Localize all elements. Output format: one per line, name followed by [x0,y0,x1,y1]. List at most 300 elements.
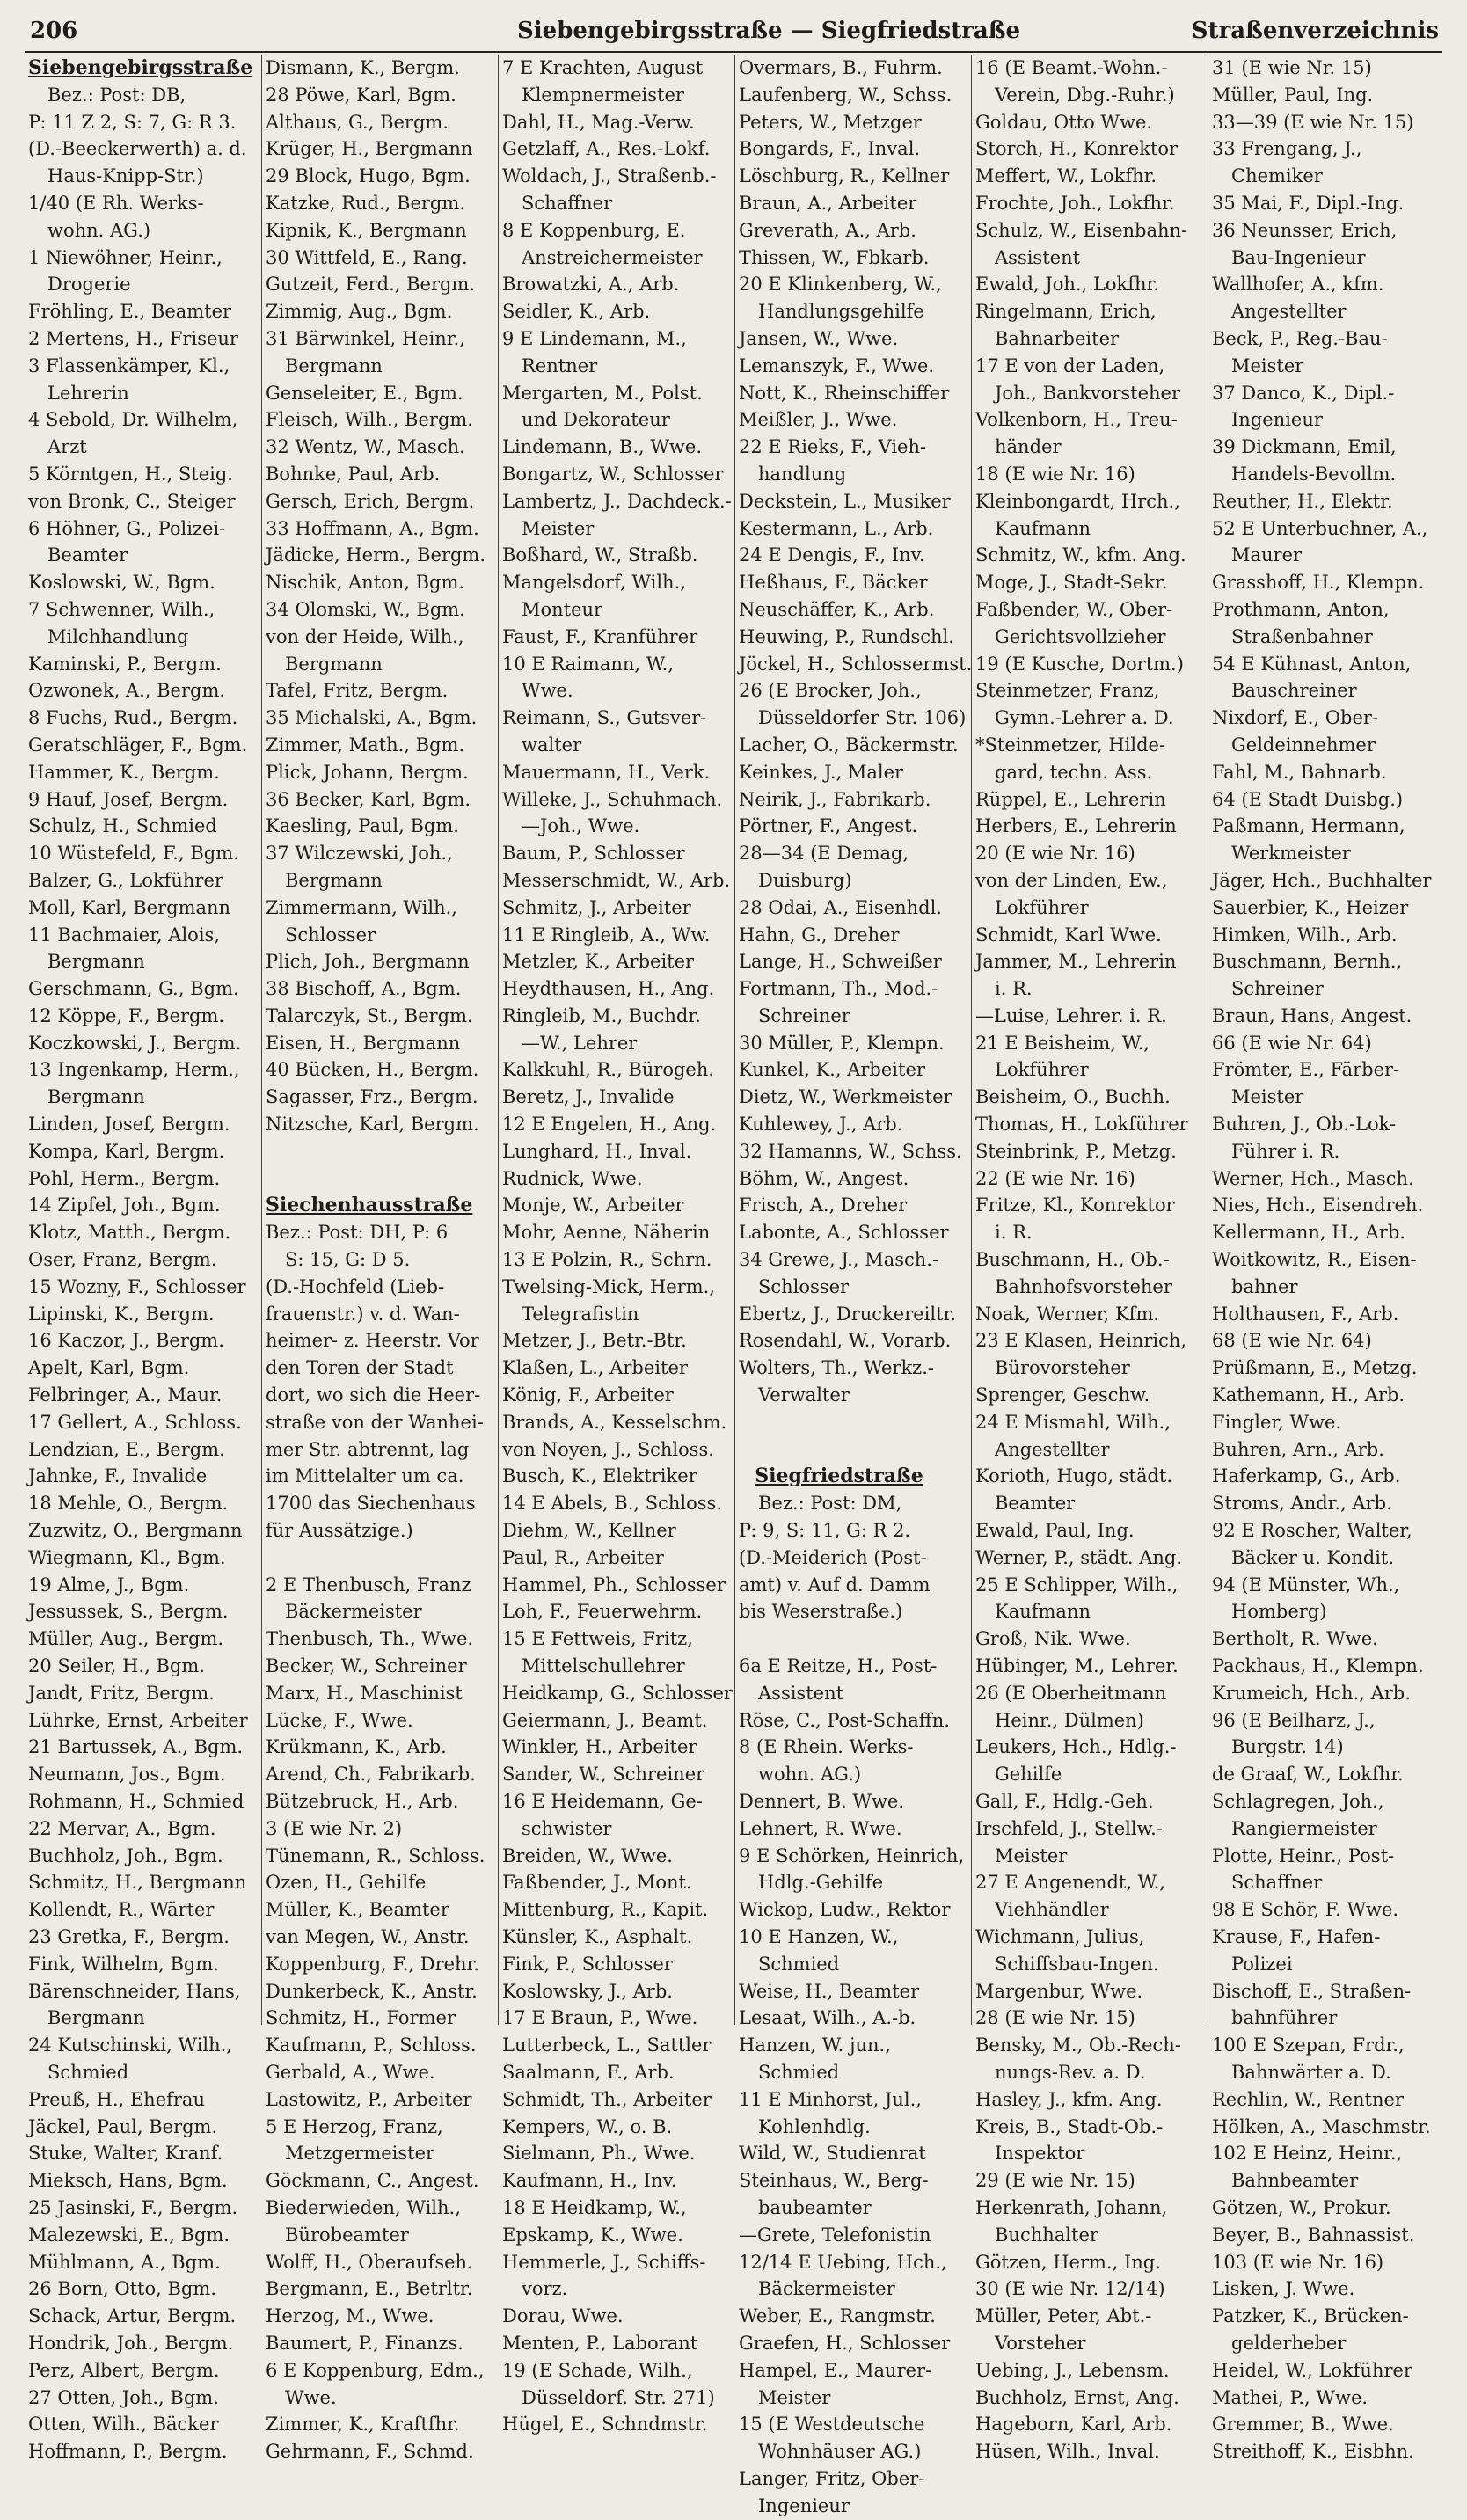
directory-entry-line: Klotz, Matth., Bergm. [28,1222,231,1244]
directory-entry-line: Tafel, Fritz, Bergm. [266,680,449,702]
directory-entry-line: *Steinmetzer, Hilde- [975,734,1166,756]
directory-entry-line: 22 E Rieks, F., Vieh- [739,436,927,458]
directory-entry-line: 1 Niewöhner, Heinr., [28,246,223,268]
directory-entry-line: Storch, H., Konrektor [975,138,1179,160]
directory-entry-line: 30 Wittfeld, E., Rang. [266,246,468,268]
directory-entry-line: 102 E Heinz, Heinr., [1212,2143,1403,2165]
directory-entry-line: Ebertz, J., Druckereiltr. [739,1303,956,1325]
directory-entry-line: 96 (E Beilharz, J., [1212,1709,1376,1731]
directory-entry-line: 2 E Thenbusch, Franz [266,1574,471,1596]
directory-entry-line: 28 Pöwe, Karl, Bgm. [266,84,456,106]
directory-entry-line: Herkenrath, Johann, [975,2196,1168,2218]
directory-entry-line: 29 Block, Hugo, Bgm. [266,165,471,187]
directory-entry-line: Haferkamp, G., Arb. [1212,1465,1401,1487]
directory-entry-line: Meister [995,1844,1068,1866]
directory-entry-line: Jansen, W., Wwe. [739,327,899,349]
directory-entry-line: Schack, Artur, Bergm. [28,2305,237,2327]
directory-entry-line: Lindemann, B., Wwe. [502,436,703,458]
directory-entry-line: Buschmann, H., Ob.- [975,1249,1170,1271]
directory-entry-line: 16 Kaczor, J., Bergm. [28,1330,224,1352]
directory-entry-line: Beyer, B., Bahnassist. [1212,2224,1415,2246]
directory-entry-line: Metzer, J., Betr.-Btr. [502,1330,687,1352]
directory-entry-line: Keinkes, J., Maler [739,761,904,783]
directory-entry-line: Mieksch, Hans, Bgm. [28,2170,228,2192]
directory-entry-line: Gymn.-Lehrer a. D. [995,707,1174,729]
directory-entry-line: Jäger, Hch., Buchhalter [1212,869,1432,891]
directory-entry-line: Oser, Franz, Bergm. [28,1249,217,1271]
directory-entry-line: 34 Grewe, J., Masch.- [739,1249,939,1271]
column-1 [25,55,253,2463]
directory-entry-line: Zimmer, K., Kraftfhr. [266,2414,460,2436]
directory-entry-line: 28 Odai, A., Eisenhdl. [739,896,942,918]
directory-entry-line: Bergmann [47,951,145,973]
directory-entry-line: Schaffner [1231,1872,1323,1894]
directory-entry-line: Verein, Dbg.-Ruhr.) [995,84,1175,106]
directory-entry-line: Koczkowski, J., Bergm. [28,1032,242,1054]
directory-entry-line: Klempnermeister [522,84,684,106]
directory-entry-line: Hüsen, Wilh., Inval. [975,2441,1160,2463]
spacer [739,1625,939,1653]
directory-entry-line: Götzen, W., Prokur. [1212,2196,1391,2218]
directory-entry-line: Bergmann [285,354,383,376]
directory-entry-line: Zimmermann, Wilh., [266,896,457,918]
directory-entry-line: Faust, F., Kranführer [502,625,698,647]
directory-entry-line: Buchholz, Ernst, Ang. [975,2386,1179,2408]
directory-entry-line: 8 Fuchs, Rud., Bergm. [28,707,238,729]
directory-entry-line: —W., Lehrer [522,1032,638,1054]
directory-entry-line: Monje, W., Arbeiter [502,1194,684,1216]
directory-entry-line: Lange, H., Schweißer [739,951,942,973]
directory-entry-line: 68 (E wie Nr. 64) [1212,1330,1372,1352]
directory-entry-line: 22 (E wie Nr. 16) [975,1167,1135,1189]
directory-entry-line: Lührke, Ernst, Arbeiter [28,1709,248,1731]
directory-entry-line: Fortmann, Th., Mod.- [739,978,938,1000]
directory-entry-line: Hammel, Ph., Schlosser [502,1574,726,1596]
directory-entry-line: Mauermann, H., Verk. [502,761,711,783]
directory-entry-line: Labonte, A., Schlosser [739,1222,949,1244]
directory-entry-line: 6 E Koppenburg, Edm., [266,2359,485,2381]
directory-entry-line: Goldau, Otto Wwe. [975,111,1153,133]
directory-entry-line: 13 Ingenkamp, Herm., [28,1059,240,1081]
directory-entry-line: Koslowski, W., Bgm. [28,572,215,594]
directory-entry-line: Tünemann, R., Schloss. [266,1844,485,1866]
directory-entry-line: Jandt, Fritz, Bergm. [28,1682,215,1704]
directory-entry-line: 19 (E Kusche, Dortm.) [975,653,1184,675]
directory-entry-line: van Megen, W., Anstr. [266,1925,470,1947]
directory-entry-line: amt) v. Auf d. Damm [739,1574,931,1596]
directory-entry-line: Prothmann, Anton, [1212,598,1390,620]
directory-entry-line: Herzog, M., Wwe. [266,2305,434,2327]
directory-entry-line: Ewald, Paul, Ing. [975,1520,1135,1542]
directory-entry-line: 24 E Dengis, F., Inv. [739,544,925,566]
directory-entry-line: Biederwieden, Wilh., [266,2196,461,2218]
directory-entry-line: Willeke, J., Schuhmach. [502,788,723,810]
directory-entry-line: Holthausen, F., Arb. [1212,1303,1399,1325]
directory-entry-line: von Noyen, J., Schloss. [502,1438,714,1460]
directory-entry-line: Kaesling, Paul, Bgm. [266,815,459,837]
directory-entry-line: Messerschmidt, W., Arb. [502,869,731,891]
directory-entry-line: Jäckel, Paul, Bergm. [28,2115,218,2137]
page-header [25,12,1442,53]
directory-entry-line: P: 9, S: 11, G: R 2. [739,1520,911,1542]
directory-entry-line: Moge, J., Stadt-Sekr. [975,572,1168,594]
directory-entry-line: Plick, Johann, Bergm. [266,761,469,783]
directory-entry-line: 7 E Krachten, August [502,57,704,78]
directory-entry-line: Gerichtsvollzieher [995,625,1166,647]
directory-entry-line: Ozwonek, A., Bergm. [28,680,226,702]
directory-entry-line: Perz, Albert, Bergm. [28,2359,220,2381]
directory-entry-line: Angestellter [1231,301,1347,323]
directory-entry-line: 23 Gretka, F., Bergm. [28,1925,230,1947]
directory-entry-line: Baumert, P., Finanzs. [266,2332,463,2354]
directory-entry-line: Hemmerle, J., Schiffs- [502,2251,706,2273]
directory-entry-line: Bongartz, W., Schlosser [502,463,724,485]
directory-entry-line: Kaminski, P., Bergm. [28,653,222,675]
directory-entry-line: Kompa, Karl, Bergm. [28,1140,225,1162]
directory-entry-line: 103 (E wie Nr. 16) [1212,2251,1384,2273]
directory-entry-line: Zimmer, Math., Bgm. [266,734,465,756]
directory-entry-line: 31 (E wie Nr. 15) [1212,57,1372,78]
directory-entry-line: Ozen, H., Gehilfe [266,1872,427,1894]
directory-entry-line: Felbringer, A., Maur. [28,1384,223,1406]
directory-entry-line: Zuzwitz, O., Bergmann [28,1520,243,1542]
directory-entry-line: Neumann, Jos., Bgm. [28,1764,226,1786]
directory-entry-line: Nixdorf, E., Ober- [1212,707,1379,729]
directory-entry-line: Beisheim, O., Buchh. [975,1086,1171,1108]
directory-entry-line: Lokführer [995,1059,1089,1081]
directory-entry-line: Joh., Bankvorsteher [995,382,1180,404]
directory-entry-line: 27 E Angenendt, W., [975,1872,1165,1894]
directory-entry-line: Rudnick, Wwe. [502,1167,643,1189]
directory-entry-line: Lesaat, Wilh., A.-b. [739,2007,916,2029]
directory-entry-line: 92 E Roscher, Walter, [1212,1520,1412,1542]
directory-entry-line: Viehhändler [995,1899,1109,1921]
directory-entry-line: Lambertz, J., Dachdeck.- [502,490,732,512]
directory-entry-line: Althaus, G., Bergm. [266,111,449,133]
directory-entry-line: Wallhofer, A., kfm. [1212,274,1384,296]
directory-entry-line: händer [995,436,1062,458]
directory-entry-line: Hammer, K., Bergm. [28,761,220,783]
directory-entry-line: 31 Bärwinkel, Heinr., [266,327,465,349]
directory-entry-line: Streithoff, K., Eisbhn. [1212,2441,1414,2463]
directory-entry-line: Weise, H., Beamter [739,1980,920,2002]
directory-entry-line: 35 Mai, F., Dipl.-Ing. [1212,192,1405,214]
directory-entry-line: Hügel, E., Schndmstr. [502,2414,708,2436]
directory-entry-line: Bergmann [47,1086,145,1108]
directory-entry-line: Dunkerbeck, K., Anstr. [266,1980,478,2002]
directory-entry-line: gelderheber [1231,2332,1347,2354]
directory-entry-line: Hübinger, M., Lehrer. [975,1655,1179,1677]
directory-entry-line: 15 E Fettweis, Fritz, [502,1628,693,1650]
directory-entry-line: Gersch, Erich, Bergm. [266,490,475,512]
directory-entry-line: Heuwing, P., Rundschl. [739,625,954,647]
directory-entry-line: Anstreichermeister [522,246,703,268]
directory-entry-line: 21 E Beisheim, W., [975,1032,1150,1054]
directory-entry-line: Bongards, F., Inval. [739,138,921,160]
directory-entry-line: Kaufmann [995,1601,1091,1623]
directory-entry-line: Bürovorsteher [995,1357,1130,1379]
directory-entry-line: Kempers, W., o. B. [502,2115,673,2137]
spacer [739,1436,939,1464]
directory-entry-line: Klaßen, L., Arbeiter [502,1357,688,1379]
directory-entry-line: Graefen, H., Schlosser [739,2332,951,2354]
directory-entry-line: Korioth, Hugo, städt. [975,1465,1173,1487]
directory-entry-line: Gehilfe [995,1764,1062,1786]
directory-entry-line: 4 Sebold, Dr. Wilhelm, [28,409,238,431]
directory-entry-line: Eisen, H., Bergmann [266,1032,461,1054]
directory-entry-line: Volkenborn, H., Treu- [975,409,1178,431]
directory-entry-line: Wichmann, Julius, [975,1925,1145,1947]
directory-entry-line: 19 (E Schade, Wilh., [502,2359,693,2381]
directory-entry-line: Meffert, W., Lokfhr. [975,165,1157,187]
directory-entry-line: Schmidt, Karl Wwe. [975,924,1162,946]
directory-entry-line: von Bronk, C., Steiger [28,490,236,512]
directory-entry-line: Sander, W., Schreiner [502,1764,705,1786]
directory-entry-line: 21 Bartussek, A., Bgm. [28,1736,244,1758]
directory-entry-line: Steinmetzer, Franz, [975,680,1160,702]
directory-entry-line: Schulz, W., Eisenbahn- [975,219,1188,241]
directory-entry-line: 15 Wozny, F., Schlosser [28,1275,246,1297]
directory-entry-line: Braun, A., Arbeiter [739,192,917,214]
directory-entry-line: Bertholt, R. Wwe. [1212,1628,1378,1650]
directory-entry-line: bahnführer [1231,2007,1338,2029]
directory-entry-line: Frochte, Joh., Lokfhr. [975,192,1175,214]
directory-entry-line: Bauschreiner [1231,680,1357,702]
directory-entry-line: Bützebruck, H., Arb. [266,1791,459,1812]
column-6 [1208,55,1432,2463]
directory-entry-line: Jöckel, H., Schlossermst. [739,653,973,675]
directory-entry-line: Lendzian, E., Bergm. [28,1438,225,1460]
directory-entry-line: Heßhaus, F., Bäcker [739,572,928,594]
directory-entry-line: Monteur [522,598,603,620]
directory-entry-line: gard, techn. Ass. [995,761,1153,783]
directory-entry-line: 36 Neunsser, Erich, [1212,219,1398,241]
directory-entry-line: Hdlg.-Gehilfe [758,1872,884,1894]
directory-entry-line: Ingenieur [1231,409,1323,431]
directory-entry-line: 18 Mehle, O., Bergm. [28,1493,229,1515]
directory-entry-line: Loh, F., Feuerwehrm. [502,1601,703,1623]
directory-entry-line: Dietz, W., Werkmeister [739,1086,952,1108]
directory-entry-line: Genseleiter, E., Bgm. [266,382,463,404]
directory-entry-line: (D.-Hochfeld (Lieb- [266,1275,445,1297]
column-3 [498,55,733,2436]
directory-entry-line: 20 E Klinkenberg, W., [739,274,942,296]
directory-entry-line: Bahnhofsvorsteher [995,1275,1172,1297]
directory-entry-line: nungs-Rev. a. D. [995,2061,1146,2083]
directory-entry-line: Schmidt, Th., Arbeiter [502,2088,712,2110]
directory-entry-line: Dennert, B. Wwe. [739,1791,905,1812]
directory-entry-line: Krause, F., Hafen- [1212,1925,1381,1947]
directory-entry-line: 14 E Abels, B., Schloss. [502,1493,723,1515]
directory-entry-line: Mohr, Aenne, Näherin [502,1222,711,1244]
page-number: 206 [30,18,78,44]
directory-entry-line: Dorau, Wwe. [502,2305,624,2327]
directory-entry-line: Bahnbeamter [1231,2170,1359,2192]
directory-entry-line: Lastowitz, P., Arbeiter [266,2088,472,2110]
directory-entry-line: Kathemann, H., Arb. [1212,1384,1405,1406]
directory-entry-line: von der Linden, Ew., [975,869,1168,891]
directory-entry-line: Kohlenhdlg. [758,2115,871,2137]
directory-entry-line: Stuke, Walter, Kranf. [28,2143,223,2165]
directory-entry-line: Jessussek, S., Bergm. [28,1601,229,1623]
directory-entry-line: Ringelmann, Erich, [975,301,1157,323]
directory-entry-line: Rosendahl, W., Vorarb. [739,1330,952,1352]
directory-entry-line: Seidler, K., Arb. [502,301,651,323]
directory-entry-line: Angestellter [995,1438,1110,1460]
directory-entry-line: Twelsing-Mick, Herm., [502,1275,716,1297]
directory-entry-line: Woldach, J., Straßenb.- [502,165,717,187]
directory-entry-line: im Mittelalter um ca. [266,1465,464,1487]
directory-entry-line: Otten, Wilh., Bäcker [28,2414,219,2436]
directory-entry-line: Hampel, E., Maurer- [739,2359,932,2381]
directory-entry-line: 22 Mervar, A., Bgm. [28,1817,216,1839]
directory-entry-line: 10 E Hanzen, W., [739,1925,899,1947]
directory-entry-line: Schlagregen, Joh., [1212,1791,1384,1812]
directory-entry-line: Wild, W., Studienrat [739,2143,926,2165]
directory-entry-line: 6 Höhner, G., Polizei- [28,517,226,539]
directory-entry-line: Kuhlewey, J., Arb. [739,1114,903,1136]
directory-entry-line: Drogerie [47,274,131,296]
directory-entry-line: Frömter, E., Färber- [1212,1059,1400,1081]
directory-entry-line: Zimmig, Aug., Bgm. [266,301,453,323]
directory-entry-line: Lemanszyk, F., Wwe. [739,354,935,376]
directory-entry-line: 8 (E Rhein. Werks- [739,1736,914,1758]
directory-entry-line: Fingler, Wwe. [1212,1411,1342,1433]
section-title: Straßenverzeichnis [1191,18,1439,44]
directory-entry-line: 26 Born, Otto, Bgm. [28,2278,216,2300]
directory-entry-line: Thissen, W., Fbkarb. [739,246,930,268]
directory-entry-line: Düsseldorf. Str. 271) [522,2386,715,2408]
directory-entry-line: 54 E Kühnast, Anton, [1212,653,1412,675]
directory-entry-line: 9 E Lindemann, M., [502,327,687,349]
directory-entry-line: 10 E Raimann, W., [502,653,675,675]
directory-entry-line: Hageborn, Karl, Arb. [975,2414,1172,2436]
directory-entry-line: 18 E Heidkamp, W., [502,2196,687,2218]
street-heading: Siechenhausstraße [266,1194,473,1217]
directory-entry-line: Haus-Knipp-Str.) [47,165,204,187]
directory-entry-line: Geratschläger, F., Bgm. [28,734,248,756]
directory-entry-line: Brands, A., Kesselschm. [502,1411,727,1433]
spacer [266,1138,466,1165]
directory-entry-line: Sagasser, Frz., Bergm. [266,1086,478,1108]
directory-entry-line: 17 E Braun, P., Wwe. [502,2007,698,2029]
directory-entry-line: Kellermann, H., Arb. [1212,1222,1405,1244]
directory-entry-line: Linden, Josef, Bergm. [28,1114,230,1136]
directory-entry-line: 32 Wentz, W., Masch. [266,436,465,458]
directory-entry-line: 24 E Mismahl, Wilh., [975,1411,1171,1433]
directory-entry-line: Löschburg, R., Kellner [739,165,950,187]
directory-entry-line: 17 Gellert, A., Schloss. [28,1411,242,1433]
directory-entry-line: Becker, W., Schreiner [266,1655,467,1677]
directory-entry-line: Bergmann [285,869,383,891]
directory-entry-line: Führer i. R. [1231,1140,1340,1162]
spacer [266,1545,466,1572]
directory-entry-line: Chemiker [1231,165,1323,187]
directory-entry-line: bahner [1231,1275,1298,1297]
directory-entry-line: Dismann, K., Bergm. [266,57,460,78]
directory-entry-line: Jammer, M., Lehrerin [975,951,1177,973]
directory-entry-line: Lehrerin [47,382,129,404]
directory-entry-line: Schlosser [758,1275,850,1297]
directory-entry-line: 28 (E wie Nr. 15) [975,2007,1135,2029]
directory-entry-line: König, F., Arbeiter [502,1384,674,1406]
directory-entry-line: Müller, Paul, Ing. [1212,84,1374,106]
directory-entry-line: 94 (E Münster, Wh., [1212,1574,1400,1596]
directory-entry-line: 12 E Engelen, H., Ang. [502,1114,717,1136]
directory-entry-line: Faßbender, W., Ober- [975,598,1173,620]
directory-entry-line: Meister [758,2386,831,2408]
directory-entry-line: 30 (E wie Nr. 12/14) [975,2278,1165,2300]
directory-entry-line: Wolff, H., Oberaufseh. [266,2251,473,2273]
directory-entry-line: Telegrafistin [522,1303,639,1325]
directory-entry-line: Lipinski, K., Bergm. [28,1303,215,1325]
directory-entry-line: 35 Michalski, A., Bgm. [266,707,478,729]
directory-entry-line: Dahl, H., Mag.-Verw. [502,111,695,133]
directory-entry-line: Künsler, K., Asphalt. [502,1925,693,1947]
directory-entry-line: Deckstein, L., Musiker [739,490,951,512]
directory-entry-line: 64 (E Stadt Duisbg.) [1212,788,1404,810]
directory-entry-line: Kaufmann, H., Inv. [502,2170,677,2192]
directory-entry-line: 37 Danco, K., Dipl.- [1212,382,1395,404]
directory-entry-line: Schmitz, H., Former [266,2007,456,2029]
directory-entry-line: 12/14 E Uebing, Hch., [739,2251,947,2273]
directory-entry-line: Bischoff, E., Straßen- [1212,1980,1412,2002]
directory-entry-line: Wiegmann, Kl., Bgm. [28,1546,226,1568]
directory-entry-line: Jädicke, Herm., Bergm. [266,544,486,566]
directory-entry-line: Prüßmann, E., Metzg. [1212,1357,1418,1379]
directory-entry-line: Lehnert, R. Wwe. [739,1817,902,1839]
directory-entry-line: wohn. AG.) [47,219,151,241]
directory-entry-line: Thenbusch, Th., Wwe. [266,1628,474,1650]
directory-entry-line: Apelt, Karl, Bgm. [28,1357,190,1379]
directory-entry-line: 5 E Herzog, Franz, [266,2115,443,2137]
directory-entry-line: Neirik, J., Fabrikarb. [739,788,931,810]
directory-entry-line: Balzer, G., Lokführer [28,869,223,891]
directory-entry-line: Buhren, J., Ob.-Lok- [1212,1114,1397,1136]
directory-entry-line: Herbers, E., Lehrerin [975,815,1177,837]
directory-entry-line: Talarczyk, St., Bergm. [266,1004,473,1026]
directory-entry-line: Fleisch, Wilh., Bergm. [266,409,473,431]
directory-entry-line: Ingenieur [758,2494,850,2516]
directory-entry-line: Katzke, Rud., Bergm. [266,192,465,214]
directory-entry-line: Buchhalter [995,2224,1098,2246]
directory-entry-line: Buchholz, Joh., Bgm. [28,1844,223,1866]
directory-entry-line: 38 Bischoff, A., Bgm. [266,978,462,1000]
directory-entry-line: 11 E Ringleib, A., Ww. [502,924,711,946]
directory-entry-line: Preuß, H., Ehefrau [28,2088,205,2110]
directory-entry-line: Breiden, W., Wwe. [502,1844,673,1866]
directory-entry-line: Bergmann [47,2007,145,2029]
directory-entry-line: Bergmann, E., Betrltr. [266,2278,473,2300]
column-4 [734,55,973,2516]
directory-entry-line: 66 (E wie Nr. 64) [1212,1032,1372,1054]
directory-entry-line: Rohmann, H., Schmied [28,1791,244,1812]
directory-entry-line: 33 Frengang, J., [1212,138,1362,160]
directory-entry-line: Moll, Karl, Bergmann [28,896,231,918]
directory-entry-line: Metzgermeister [285,2143,435,2165]
directory-entry-line: Milchhandlung [47,625,189,647]
directory-entry-line: Bahnwärter a. D. [1231,2061,1391,2083]
directory-entry-line: 34 Olomski, W., Bgm. [266,598,465,620]
directory-entry-line: Polizei [1231,1953,1293,1975]
directory-entry-line: 17 E von der Laden, [975,354,1165,376]
directory-entry-line: Schreiner [1231,978,1324,1000]
directory-entry-line: Sprenger, Geschw. [975,1384,1150,1406]
directory-entry-line: 26 (E Brocker, Joh., [739,680,922,702]
directory-entry-line: Kalkkuhl, R., Bürogeh. [502,1059,715,1081]
directory-entry-line: Menten, P., Laborant [502,2332,698,2354]
directory-entry-line: 29 (E wie Nr. 15) [975,2170,1135,2192]
